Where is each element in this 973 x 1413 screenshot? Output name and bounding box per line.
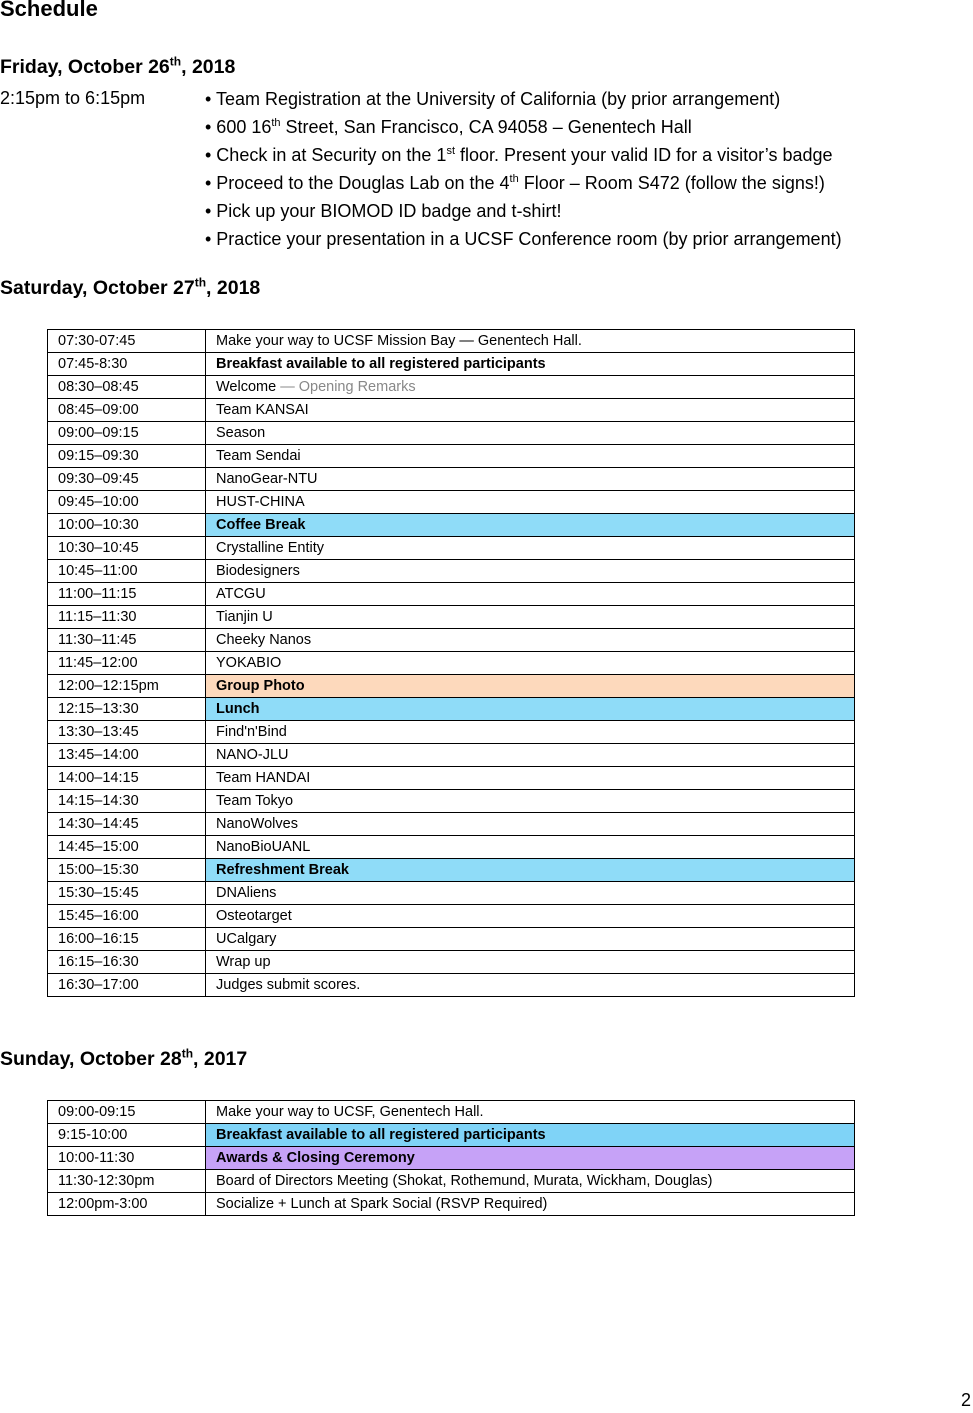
schedule-row <box>48 1147 855 1170</box>
event-title: Awards & Closing Ceremony <box>216 1150 415 1166</box>
schedule-row <box>48 721 855 744</box>
schedule-row <box>48 859 855 882</box>
event-cell <box>206 951 855 974</box>
event-cell <box>206 744 855 767</box>
event-title: Tianjin U <box>216 609 273 625</box>
friday-heading <box>0 56 235 79</box>
event-title: Biodesigners <box>216 563 300 579</box>
time-cell: 09:30–09:45 <box>48 468 206 491</box>
event-title: Lunch <box>216 701 260 717</box>
event-title: DNAliens <box>216 885 277 901</box>
time-cell: 11:45–12:00 <box>48 652 206 675</box>
time-cell: 09:00-09:15 <box>48 1101 206 1124</box>
schedule-row <box>48 353 855 376</box>
event-cell <box>206 974 855 997</box>
schedule-row <box>48 629 855 652</box>
event-title: UCalgary <box>216 931 277 947</box>
time-cell: 11:30-12:30pm <box>48 1170 206 1193</box>
event-title: HUST-CHINA <box>216 494 305 510</box>
event-title: Osteotarget <box>216 908 292 924</box>
friday-heading-text: Friday, October 26 <box>0 56 170 78</box>
schedule-row <box>48 698 855 721</box>
time-cell: 11:30–11:45 <box>48 629 206 652</box>
event-title: YOKABIO <box>216 655 282 671</box>
schedule-row <box>48 1124 855 1147</box>
event-cell <box>206 560 855 583</box>
event-cell <box>206 813 855 836</box>
event-title: Socialize + Lunch at Spark Social (RSVP Required) <box>216 1196 548 1212</box>
event-cell <box>206 721 855 744</box>
time-cell: 13:45–14:00 <box>48 744 206 767</box>
schedule-row <box>48 1101 855 1124</box>
time-cell: 11:00–11:15 <box>48 583 206 606</box>
saturday-heading-text: Saturday, October 27 <box>0 277 195 299</box>
schedule-row <box>48 606 855 629</box>
event-title: Group Photo <box>216 678 305 694</box>
event-cell <box>206 1147 855 1170</box>
schedule-row <box>48 675 855 698</box>
schedule-row <box>48 583 855 606</box>
friday-heading-suffix: th <box>169 54 182 69</box>
schedule-row <box>48 399 855 422</box>
event-title: Crystalline Entity <box>216 540 324 556</box>
schedule-row <box>48 560 855 583</box>
time-cell: 14:00–14:15 <box>48 767 206 790</box>
schedule-row <box>48 537 855 560</box>
event-cell <box>206 882 855 905</box>
schedule-row <box>48 330 855 353</box>
schedule-row <box>48 514 855 537</box>
event-cell <box>206 468 855 491</box>
schedule-row <box>48 491 855 514</box>
schedule-row <box>48 767 855 790</box>
schedule-row <box>48 974 855 997</box>
event-cell <box>206 537 855 560</box>
time-cell: 10:00–10:30 <box>48 514 206 537</box>
time-cell: 16:30–17:00 <box>48 974 206 997</box>
sunday-heading-suffix: th <box>181 1046 194 1061</box>
friday-time: 2:15pm to 6:15pm <box>0 88 146 108</box>
time-cell: 15:00–15:30 <box>48 859 206 882</box>
event-title: Make your way to UCSF, Genentech Hall. <box>216 1104 484 1120</box>
event-title: Breakfast available to all registered participants <box>216 356 546 372</box>
schedule-row <box>48 813 855 836</box>
time-cell: 12:00pm-3:00 <box>48 1193 206 1216</box>
event-cell <box>206 583 855 606</box>
time-cell: 08:45–09:00 <box>48 399 206 422</box>
schedule-row <box>48 422 855 445</box>
time-cell: 07:45-8:30 <box>48 353 206 376</box>
event-cell <box>206 629 855 652</box>
time-cell: 14:30–14:45 <box>48 813 206 836</box>
event-title: NanoGear-NTU <box>216 471 318 487</box>
event-title: Team HANDAI <box>216 770 311 786</box>
saturday-schedule-table <box>47 329 855 997</box>
saturday-heading <box>0 277 260 300</box>
event-cell <box>206 1124 855 1147</box>
event-cell <box>206 905 855 928</box>
event-cell <box>206 514 855 537</box>
event-cell <box>206 1193 855 1216</box>
event-cell <box>206 836 855 859</box>
sunday-heading-year: , 2017 <box>193 1048 248 1070</box>
event-title: Team Sendai <box>216 448 301 464</box>
schedule-row <box>48 652 855 675</box>
schedule-row <box>48 882 855 905</box>
sunday-schedule-body <box>48 1101 855 1216</box>
friday-item: • 600 16th Street, San Francisco, CA 94058 – Genentech Hall <box>205 117 692 137</box>
event-cell <box>206 675 855 698</box>
event-title: Cheeky Nanos <box>216 632 312 648</box>
schedule-row <box>48 1170 855 1193</box>
sunday-schedule-table <box>47 1100 855 1216</box>
event-cell <box>206 422 855 445</box>
event-title: Team Tokyo <box>216 793 294 809</box>
event-title: Team KANSAI <box>216 402 309 418</box>
event-cell <box>206 1101 855 1124</box>
time-cell: 15:45–16:00 <box>48 905 206 928</box>
event-title: Find'n'Bind <box>216 724 287 740</box>
time-cell: 13:30–13:45 <box>48 721 206 744</box>
event-cell <box>206 790 855 813</box>
page-number: 2 <box>960 1390 971 1410</box>
friday-item: • Check in at Security on the 1st floor. Present your valid ID for a visitor’s badge <box>205 145 833 165</box>
event-title: Breakfast available to all registered participants <box>216 1127 546 1143</box>
event-title: Welcome <box>216 379 281 395</box>
time-cell: 12:15–13:30 <box>48 698 206 721</box>
friday-item: • Proceed to the Douglas Lab on the 4th Floor – Room S472 (follow the signs!) <box>205 173 825 193</box>
event-title: NANO-JLU <box>216 747 289 763</box>
time-cell: 09:15–09:30 <box>48 445 206 468</box>
time-cell: 10:30–10:45 <box>48 537 206 560</box>
time-cell: 12:00–12:15pm <box>48 675 206 698</box>
event-cell <box>206 859 855 882</box>
schedule-row <box>48 1193 855 1216</box>
time-cell: 16:15–16:30 <box>48 951 206 974</box>
event-cell <box>206 1170 855 1193</box>
page-title: Schedule <box>0 0 98 21</box>
time-cell: 16:00–16:15 <box>48 928 206 951</box>
time-cell: 14:15–14:30 <box>48 790 206 813</box>
event-cell <box>206 928 855 951</box>
time-cell: 10:45–11:00 <box>48 560 206 583</box>
time-cell: 15:30–15:45 <box>48 882 206 905</box>
schedule-row <box>48 951 855 974</box>
event-cell <box>206 698 855 721</box>
event-cell <box>206 330 855 353</box>
time-cell: 9:15-10:00 <box>48 1124 206 1147</box>
time-cell: 09:00–09:15 <box>48 422 206 445</box>
friday-item: • Pick up your BIOMOD ID badge and t-shirt! <box>205 201 562 221</box>
event-cell <box>206 652 855 675</box>
schedule-row <box>48 836 855 859</box>
schedule-row <box>48 376 855 399</box>
schedule-row <box>48 928 855 951</box>
event-cell <box>206 399 855 422</box>
time-cell: 10:00-11:30 <box>48 1147 206 1170</box>
event-cell <box>206 606 855 629</box>
time-cell: 07:30-07:45 <box>48 330 206 353</box>
saturday-heading-suffix: th <box>194 275 207 290</box>
time-cell: 14:45–15:00 <box>48 836 206 859</box>
sunday-heading-text: Sunday, October 28 <box>0 1048 182 1070</box>
friday-item: • Team Registration at the University of California (by prior arrangement) <box>205 89 781 109</box>
event-title: Wrap up <box>216 954 271 970</box>
time-cell: 09:45–10:00 <box>48 491 206 514</box>
friday-item: • Practice your presentation in a UCSF Conference room (by prior arrangement) <box>205 229 842 249</box>
event-title: Judges submit scores. <box>216 977 361 993</box>
event-cell <box>206 767 855 790</box>
time-cell: 08:30–08:45 <box>48 376 206 399</box>
event-title: NanoWolves <box>216 816 298 832</box>
time-cell: 11:15–11:30 <box>48 606 206 629</box>
event-subtitle: — Opening Remarks <box>280 379 416 395</box>
event-cell <box>206 491 855 514</box>
sunday-heading <box>0 1048 247 1071</box>
schedule-row <box>48 744 855 767</box>
event-title: NanoBioUANL <box>216 839 311 855</box>
schedule-row <box>48 905 855 928</box>
friday-itinerary <box>205 88 842 256</box>
event-cell <box>206 445 855 468</box>
schedule-row <box>48 445 855 468</box>
friday-heading-year: , 2018 <box>181 56 236 78</box>
event-cell <box>206 376 855 399</box>
schedule-row <box>48 790 855 813</box>
event-title: Make your way to UCSF Mission Bay — Genentech Hall. <box>216 333 582 349</box>
event-title: Coffee Break <box>216 517 306 533</box>
schedule-row <box>48 468 855 491</box>
event-title: Season <box>216 425 266 441</box>
saturday-schedule-body <box>48 330 855 997</box>
saturday-heading-year: , 2018 <box>206 277 261 299</box>
event-title: Refreshment Break <box>216 862 349 878</box>
event-cell <box>206 353 855 376</box>
event-title: ATCGU <box>216 586 266 602</box>
event-title: Board of Directors Meeting (Shokat, Rothemund, Murata, Wickham, Douglas) <box>216 1173 713 1189</box>
